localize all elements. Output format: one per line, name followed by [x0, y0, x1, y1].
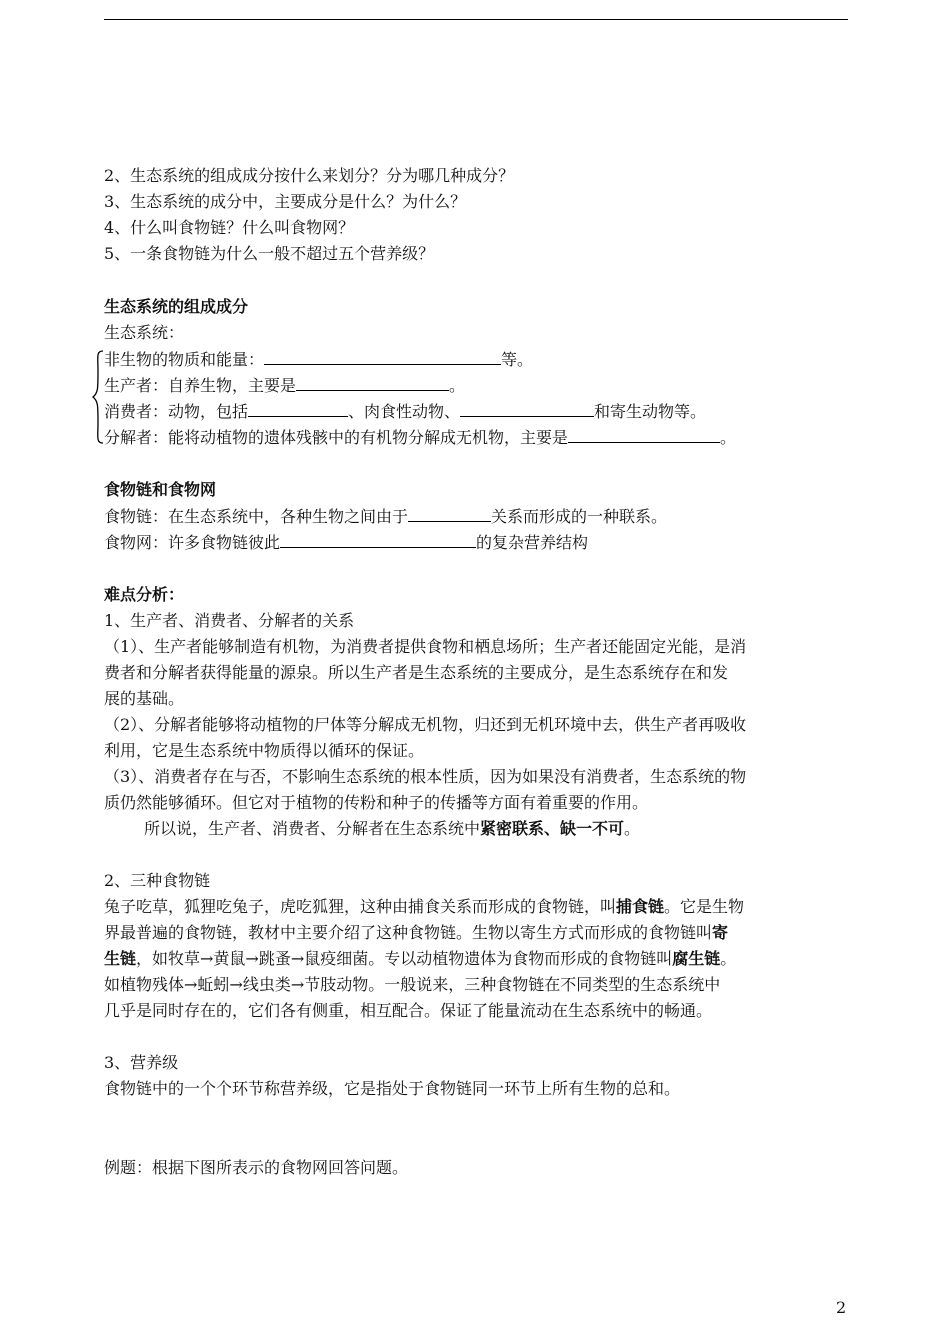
question-4: 4、什么叫食物链？什么叫食物网？: [104, 218, 355, 237]
section-title-foodchain: 食物链和食物网: [104, 480, 217, 499]
predation-chain-term: 捕食链: [616, 897, 665, 916]
parasitic-chain-term-2: 生链: [104, 949, 137, 968]
food-chain-label: 食物链：在生态系统中，各种生物之间由于: [104, 507, 409, 526]
section-title-components: 生态系统的组成成分: [104, 297, 249, 316]
abiotic-line: [104, 349, 533, 370]
question-2: 2、生态系统的组成成分按什么来划分？分为哪几种成分？: [104, 166, 515, 185]
analysis-heading-2: 2、三种食物链: [104, 871, 211, 890]
abiotic-tail: 等。: [501, 350, 534, 369]
parasitic-chain-term-1: 寄: [712, 923, 729, 942]
example-text: 例题：根据下图所表示的食物网回答问题。: [104, 1158, 409, 1177]
chains-text-3b: 。: [720, 949, 737, 968]
decomposer-tail: 。: [720, 428, 737, 447]
chains-text-1: 兔子吃草，狐狸吃兔子，虎吃狐狸，这种由捕食关系而形成的食物链，叫: [104, 897, 617, 916]
decomposer-label: 分解者：能将动植物的遗体残骸中的有机物分解成无机物，主要是: [104, 428, 569, 447]
paragraph-1-line-2: 费者和分解者获得能量的源泉。所以生产者是生态系统的主要成分，是生态系统存在和发: [104, 663, 729, 682]
food-chain-tail: 关系而形成的一种联系。: [491, 507, 668, 526]
conclusion-text: 所以说，生产者、消费者、分解者在生态系统中: [144, 819, 481, 838]
food-chain-blank[interactable]: [408, 506, 491, 522]
paragraph-1-line-1: （1）、生产者能够制造有机物，为消费者提供食物和栖息场所；生产者还能固定光能，是消: [104, 637, 747, 656]
chains-text-2: 界最普遍的食物链，教材中主要介绍了这种食物链。生物以寄生方式而形成的食物链叫: [104, 923, 713, 942]
chains-text-3: ，如牧草→黄鼠→跳蚤→鼠疫细菌。专以动植物遗体为食物而形成的食物链叫: [136, 949, 673, 968]
food-web-tail: 的复杂营养结构: [476, 533, 589, 552]
chains-line-1: [104, 897, 744, 917]
conclusion-bold: 紧密联系、缺一不可: [480, 819, 625, 838]
paragraph-2-line-1: （2）、分解者能够将动植物的尸体等分解成无机物，归还到无机环境中去，供生产者再吸收: [104, 715, 747, 734]
paragraph-3-line-1: （3）、消费者存在与否，不影响生态系统的根本性质，因为如果没有消费者，生态系统的物: [104, 767, 747, 786]
header-rule: [104, 19, 848, 20]
question-5: 5、一条食物链为什么一般不超过五个营养级？: [104, 244, 435, 263]
section-title-analysis: 难点分析：: [104, 585, 185, 604]
analysis-heading-1: 1、生产者、消费者、分解者的关系: [104, 611, 355, 630]
conclusion-line: [144, 819, 640, 839]
chains-line-5: 几乎是同时存在的，它们各有侧重，相互配合。保证了能量流动在生态系统中的畅通。: [104, 1001, 713, 1020]
chains-text-1b: 。它是生物: [664, 897, 745, 916]
paragraph-2-line-2: 利用，它是生态系统中物质得以循环的保证。: [104, 741, 425, 760]
paragraph-1-line-3: 展的基础。: [104, 689, 185, 708]
chains-line-4: 如植物残体→蚯蚓→线虫类→节肢动物。一般说来，三种食物链在不同类型的生态系统中: [104, 975, 721, 994]
producer-blank[interactable]: [296, 375, 449, 391]
producer-label: 生产者：自养生物，主要是: [104, 376, 297, 395]
food-chain-line: [104, 506, 667, 527]
food-web-line: [104, 532, 588, 553]
producer-tail: 。: [449, 376, 466, 395]
consumer-mid: 、肉食性动物、: [348, 402, 461, 421]
consumer-label: 消费者：动物，包括: [104, 402, 249, 421]
decomposer-blank[interactable]: [568, 427, 720, 443]
chains-line-2: [104, 923, 728, 943]
page-number: 2: [836, 1298, 847, 1317]
question-3: 3、生态系统的成分中，主要成分是什么？为什么？: [104, 192, 467, 211]
decomposer-line: [104, 427, 736, 448]
producer-line: [104, 375, 465, 396]
analysis-heading-3: 3、营养级: [104, 1053, 179, 1072]
trophic-level-text: 食物链中的一个个环节称营养级，它是指处于食物链同一环节上所有生物的总和。: [104, 1079, 681, 1098]
ecosystem-label: 生态系统：: [104, 323, 185, 342]
paragraph-3-line-2: 质仍然能够循环。但它对于植物的传粉和种子的传播等方面有着重要的作用。: [104, 793, 649, 812]
curly-brace-icon: [91, 349, 105, 445]
consumer-tail: 和寄生动物等。: [594, 402, 707, 421]
consumer-blank-2[interactable]: [460, 401, 594, 417]
chains-line-3: [104, 949, 736, 969]
consumer-blank-1[interactable]: [248, 401, 348, 417]
food-web-blank[interactable]: [280, 532, 476, 548]
abiotic-blank[interactable]: [264, 349, 501, 365]
consumer-line: [104, 401, 706, 422]
food-web-label: 食物网：许多食物链彼此: [104, 533, 281, 552]
detritus-chain-term: 腐生链: [672, 949, 721, 968]
abiotic-label: 非生物的物质和能量：: [104, 350, 265, 369]
conclusion-tail: 。: [624, 819, 641, 838]
